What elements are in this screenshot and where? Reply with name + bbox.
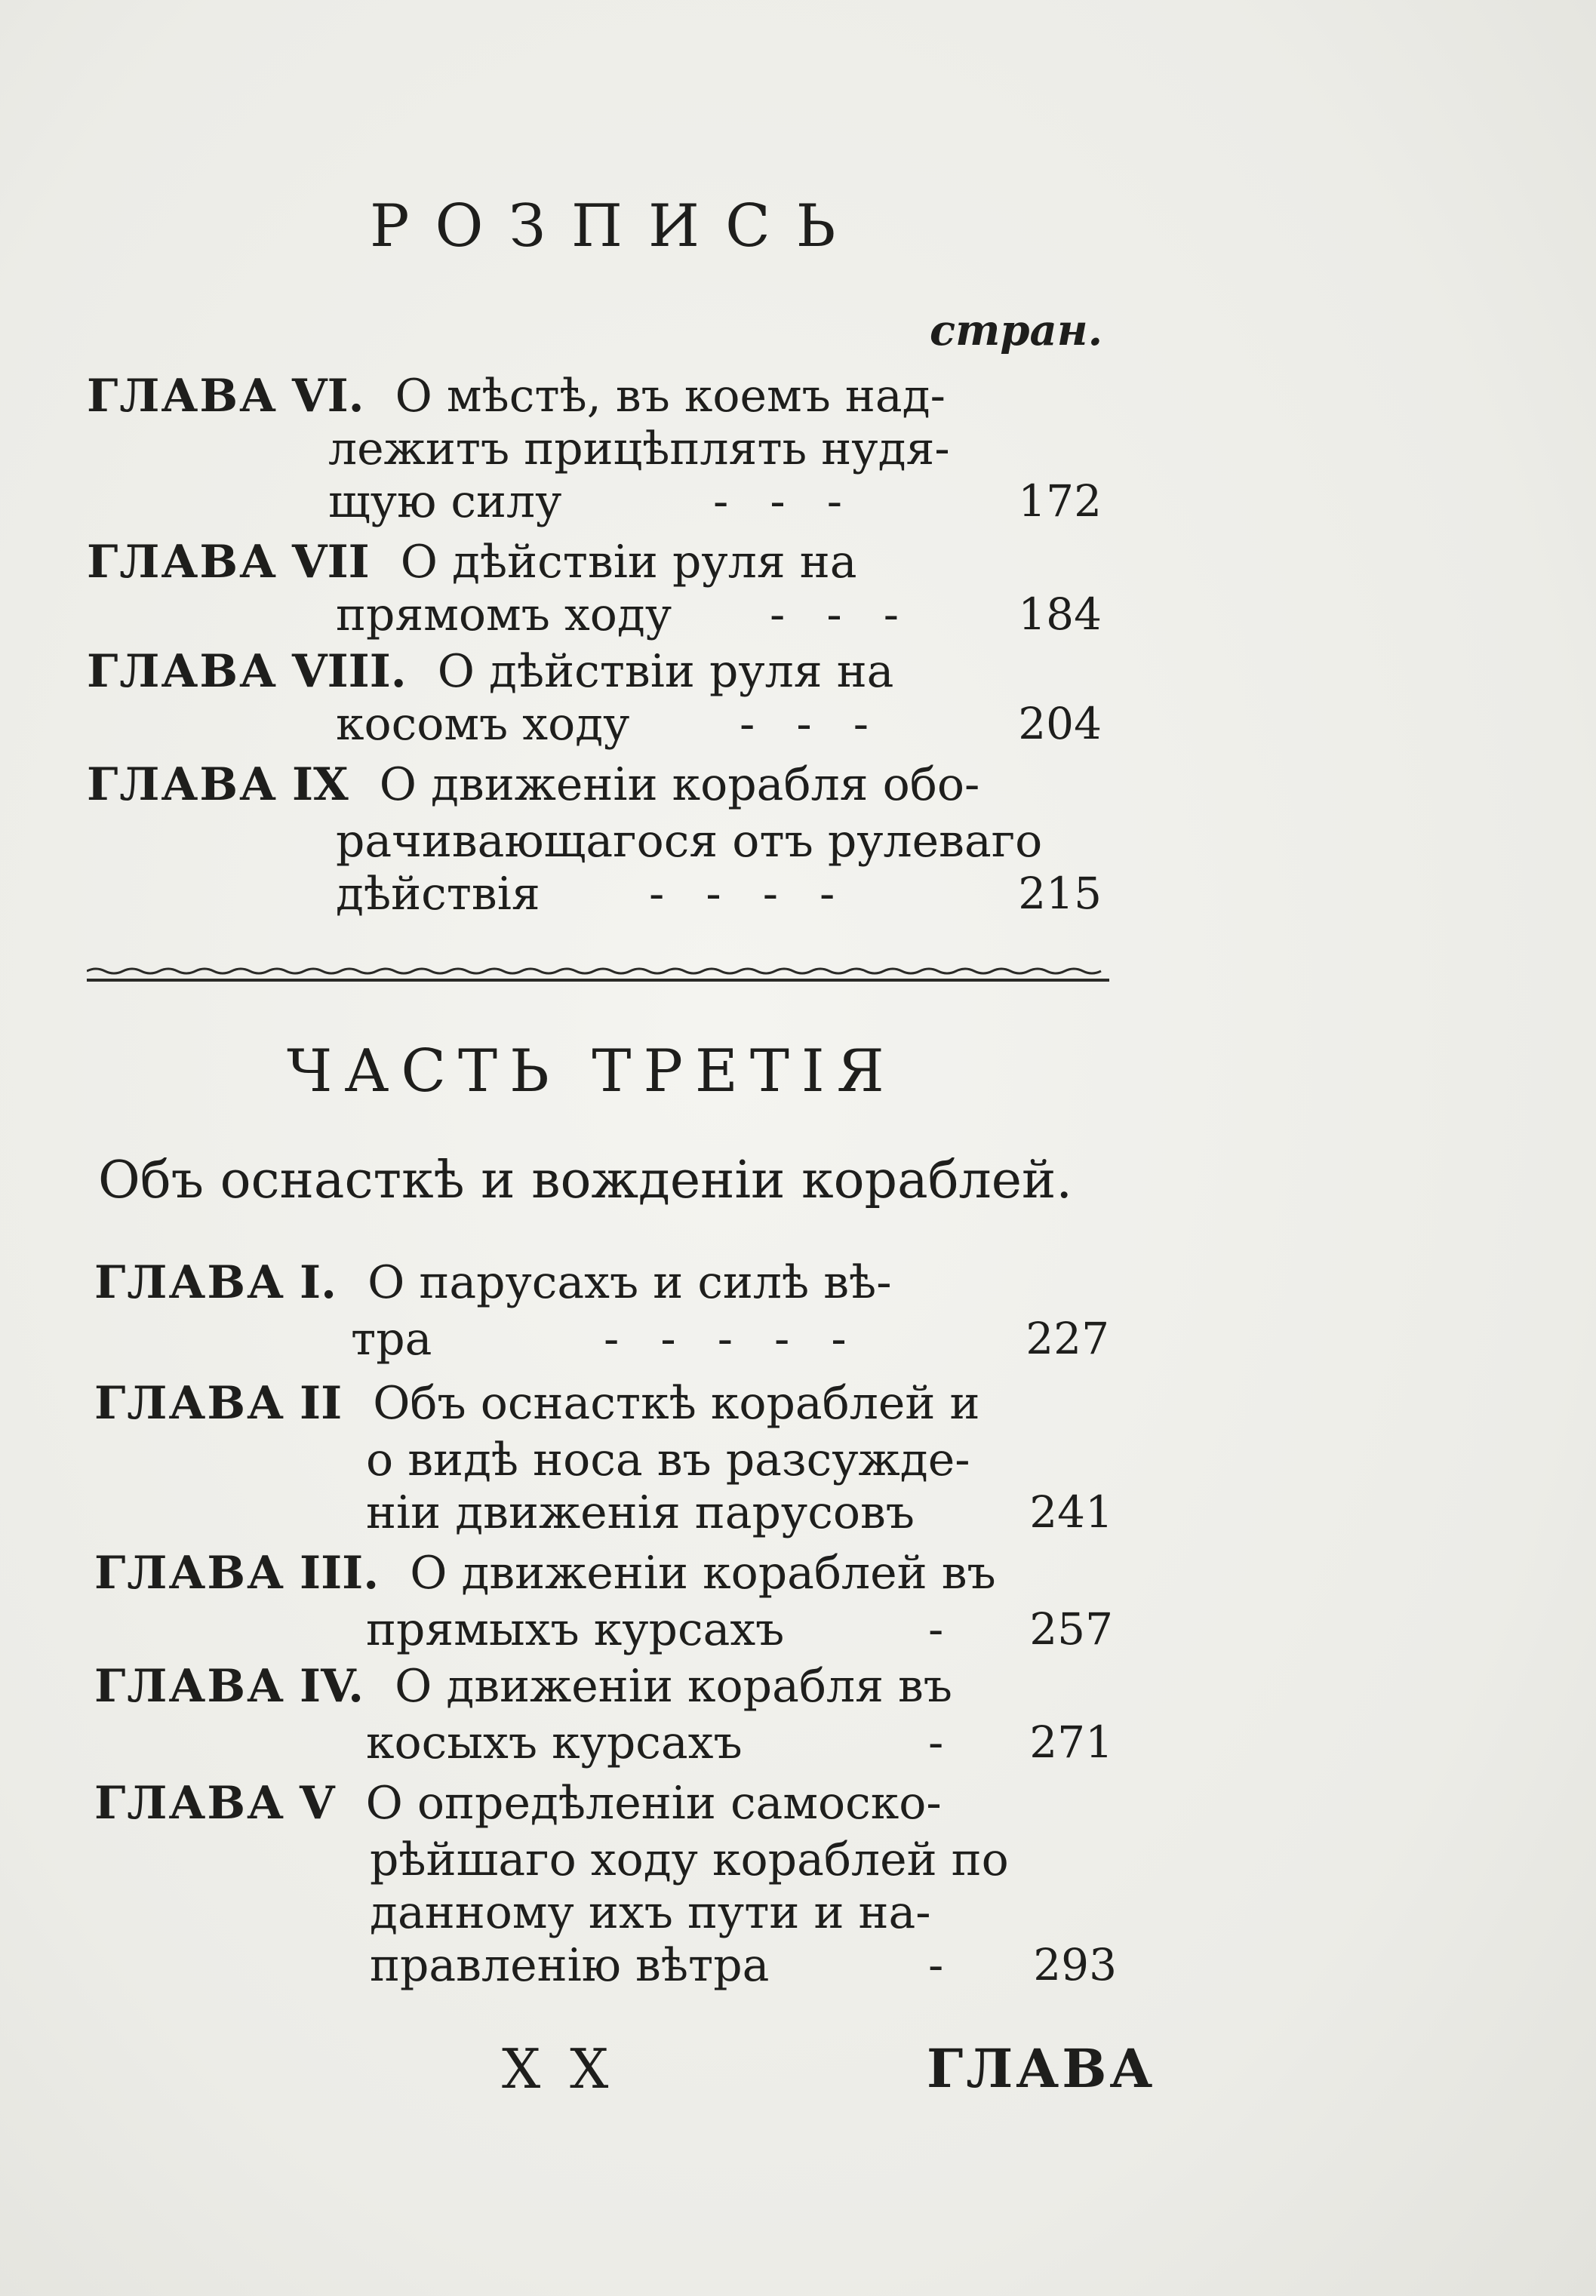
page-number: 227 — [1026, 1313, 1109, 1364]
entry-text-line: О мѣстѣ, въ коемъ над- — [395, 370, 946, 423]
entry-text-line: О движеніи кораблей въ — [410, 1547, 996, 1600]
entry-text-line: правленію вѣтра — [370, 1939, 770, 1992]
chapter-number: IX — [292, 758, 349, 811]
leader-dots: - — [928, 1717, 958, 1769]
chapter-label: ГЛАВА — [87, 645, 278, 698]
entry-text-line: косыхъ курсахъ — [366, 1717, 743, 1769]
entry-text-line: О опредѣленіи самоско- — [365, 1777, 942, 1830]
entry-text-line: данному ихъ пути и на- — [370, 1886, 931, 1939]
page-number: 184 — [1018, 589, 1102, 640]
entry-text-line: лежитъ прицѣплять нудя- — [328, 423, 950, 475]
page-title: РОЗПИСЬ — [370, 192, 862, 260]
chapter-label: ГЛАВА — [87, 758, 278, 811]
toc-entry-b4-heading — [94, 1777, 942, 1830]
leader-dots: - - - — [740, 698, 882, 751]
page-number: 257 — [1029, 1603, 1113, 1655]
entry-text-line: ніи движенія парусовъ — [366, 1486, 915, 1539]
entry-text-line: рѣйшаго ходу кораблей по — [370, 1833, 1009, 1886]
chapter-number: IV. — [300, 1660, 364, 1713]
chapter-number: III. — [300, 1547, 380, 1600]
chapter-number: II — [300, 1377, 343, 1430]
chapter-number: VII — [292, 536, 370, 589]
chapter-number: VIII. — [292, 645, 407, 698]
page-number: 293 — [1033, 1939, 1117, 1990]
chapter-label: ГЛАВА — [94, 1660, 285, 1713]
leader-dots: - — [928, 1603, 958, 1656]
entry-text-line: О дѣйствіи руля на — [437, 645, 894, 698]
entry-text-line: косомъ ходу — [336, 698, 630, 751]
catchword: ГЛАВА — [927, 2037, 1156, 2100]
entry-text-line: О движеніи корабля въ — [395, 1660, 952, 1713]
page-number: 204 — [1018, 698, 1102, 749]
chapter-label: ГЛАВА — [94, 1777, 285, 1830]
part-title: ЧАСТЬ ТРЕТІЯ — [287, 1037, 896, 1105]
chapter-number: VI. — [292, 370, 364, 423]
entry-text-line: о видѣ носа въ разсужде- — [366, 1434, 970, 1486]
page-number: 271 — [1029, 1717, 1113, 1768]
chapter-label: ГЛАВА — [94, 1256, 285, 1309]
part-subtitle: Объ оснасткѣ и вожденіи кораблей. — [98, 1151, 1072, 1210]
entry-text-line: О движеніи корабля обо- — [379, 758, 980, 811]
leader-dots: - - - — [770, 589, 912, 641]
leader-dots: - — [928, 1939, 958, 1992]
entry-text-line: прямыхъ курсахъ — [366, 1603, 785, 1656]
signature-mark: X X — [502, 2037, 615, 2101]
page-number: 241 — [1029, 1486, 1113, 1538]
entry-text-line: Объ оснасткѣ кораблей и — [373, 1377, 980, 1430]
entry-text-line: дѣйствія — [336, 868, 540, 921]
chapter-label: ГЛАВА — [94, 1547, 285, 1600]
page-number: 215 — [1018, 868, 1102, 919]
toc-entry-b0-heading — [94, 1256, 892, 1309]
entry-text-line: О дѣйствіи руля на — [400, 536, 857, 589]
leader-dots: - - - — [713, 475, 856, 528]
toc-entry-b1-heading — [94, 1377, 979, 1430]
toc-entry-b3-heading — [94, 1660, 952, 1713]
chapter-number: I. — [300, 1256, 337, 1309]
chapter-number: V — [300, 1777, 335, 1830]
chapter-label: ГЛАВА — [87, 370, 278, 423]
toc-entry-a0-heading — [87, 370, 946, 423]
leader-dots: - - - - - — [604, 1313, 860, 1366]
entry-text-line: О парусахъ и силѣ вѣ- — [367, 1256, 892, 1309]
entry-text-line: тра — [351, 1313, 432, 1366]
toc-entry-a3-heading — [87, 758, 979, 811]
leader-dots: - - - - — [649, 868, 849, 921]
page-number: 172 — [1018, 475, 1102, 527]
entry-text-line: рачивающагося отъ рулеваго — [336, 815, 1043, 868]
toc-entry-a1-heading — [87, 536, 857, 589]
toc-entry-b2-heading — [94, 1547, 996, 1600]
ornamental-divider — [87, 966, 1109, 985]
entry-text-line: щую силу — [328, 475, 562, 528]
chapter-label: ГЛАВА — [94, 1377, 285, 1430]
chapter-label: ГЛАВА — [87, 536, 278, 589]
toc-entry-a2-heading — [87, 645, 893, 698]
page-column-header: стран. — [930, 306, 1103, 355]
entry-text-line: прямомъ ходу — [336, 589, 672, 641]
